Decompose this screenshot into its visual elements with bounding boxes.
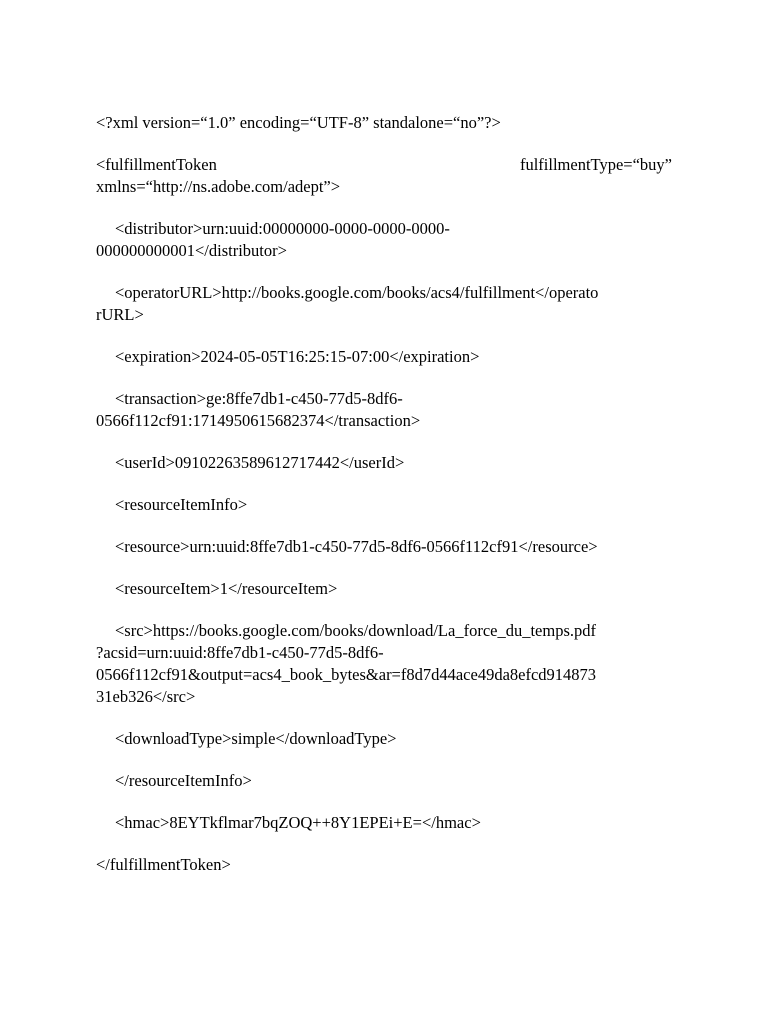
download-type-element: <downloadType>simple</downloadType> xyxy=(115,729,397,748)
root-open-tag-name: <fulfillmentToken xyxy=(96,155,217,174)
resource-element: <resource>urn:uuid:8ffe7db1-c450-77d5-8df6-0566f112cf91</resource> xyxy=(115,537,598,556)
hmac-element: <hmac>8EYTkflmar7bqZOQ++8Y1EPEi+E=</hmac> xyxy=(115,813,481,832)
transaction-line-1: <transaction>ge:8ffe7db1-c450-77d5-8df6- xyxy=(115,389,403,408)
src-line-2: ?acsid=urn:uuid:8ffe7db1-c450-77d5-8df6- xyxy=(96,643,384,662)
xml-content xyxy=(96,112,672,896)
resource-item-element: <resourceItem>1</resourceItem> xyxy=(115,579,338,598)
user-id-element: <userId>09102263589612717442</userId> xyxy=(115,453,405,472)
operator-url-line-1: <operatorURL>http://books.google.com/books/acs4/fulfillment</operato xyxy=(115,283,599,302)
resource-item-info-close: </resourceItemInfo> xyxy=(115,771,252,790)
root-close-tag: </fulfillmentToken> xyxy=(96,855,231,874)
operator-url-line-2: rURL> xyxy=(96,305,144,324)
transaction-element xyxy=(96,388,672,432)
src-element xyxy=(96,620,672,708)
distributor-element xyxy=(96,218,672,262)
expiration-element: <expiration>2024-05-05T16:25:15-07:00</expiration> xyxy=(115,347,480,366)
distributor-line-2: 000000000001</distributor> xyxy=(96,241,287,260)
root-open-tag xyxy=(96,154,672,198)
resource-item-info-open: <resourceItemInfo> xyxy=(115,495,248,514)
root-open-tag-attr-xmlns: xmlns=“http://ns.adobe.com/adept”> xyxy=(96,177,341,196)
xml-declaration: <?xml version=“1.0” encoding=“UTF-8” standalone=“no”?> xyxy=(96,113,501,132)
distributor-line-1: <distributor>urn:uuid:00000000-0000-0000-0000- xyxy=(115,219,450,238)
src-line-1: <src>https://books.google.com/books/download/La_force_du_temps.pdf xyxy=(115,621,596,640)
src-line-4: 31eb326</src> xyxy=(96,687,196,706)
transaction-line-2: 0566f112cf91:1714950615682374</transaction> xyxy=(96,411,421,430)
operator-url-element xyxy=(96,282,672,326)
src-line-3: 0566f112cf91&output=acs4_book_bytes&ar=f8d7d44ace49da8efcd914873 xyxy=(96,665,597,684)
root-open-tag-attr-type: fulfillmentType=“buy” xyxy=(519,155,672,174)
